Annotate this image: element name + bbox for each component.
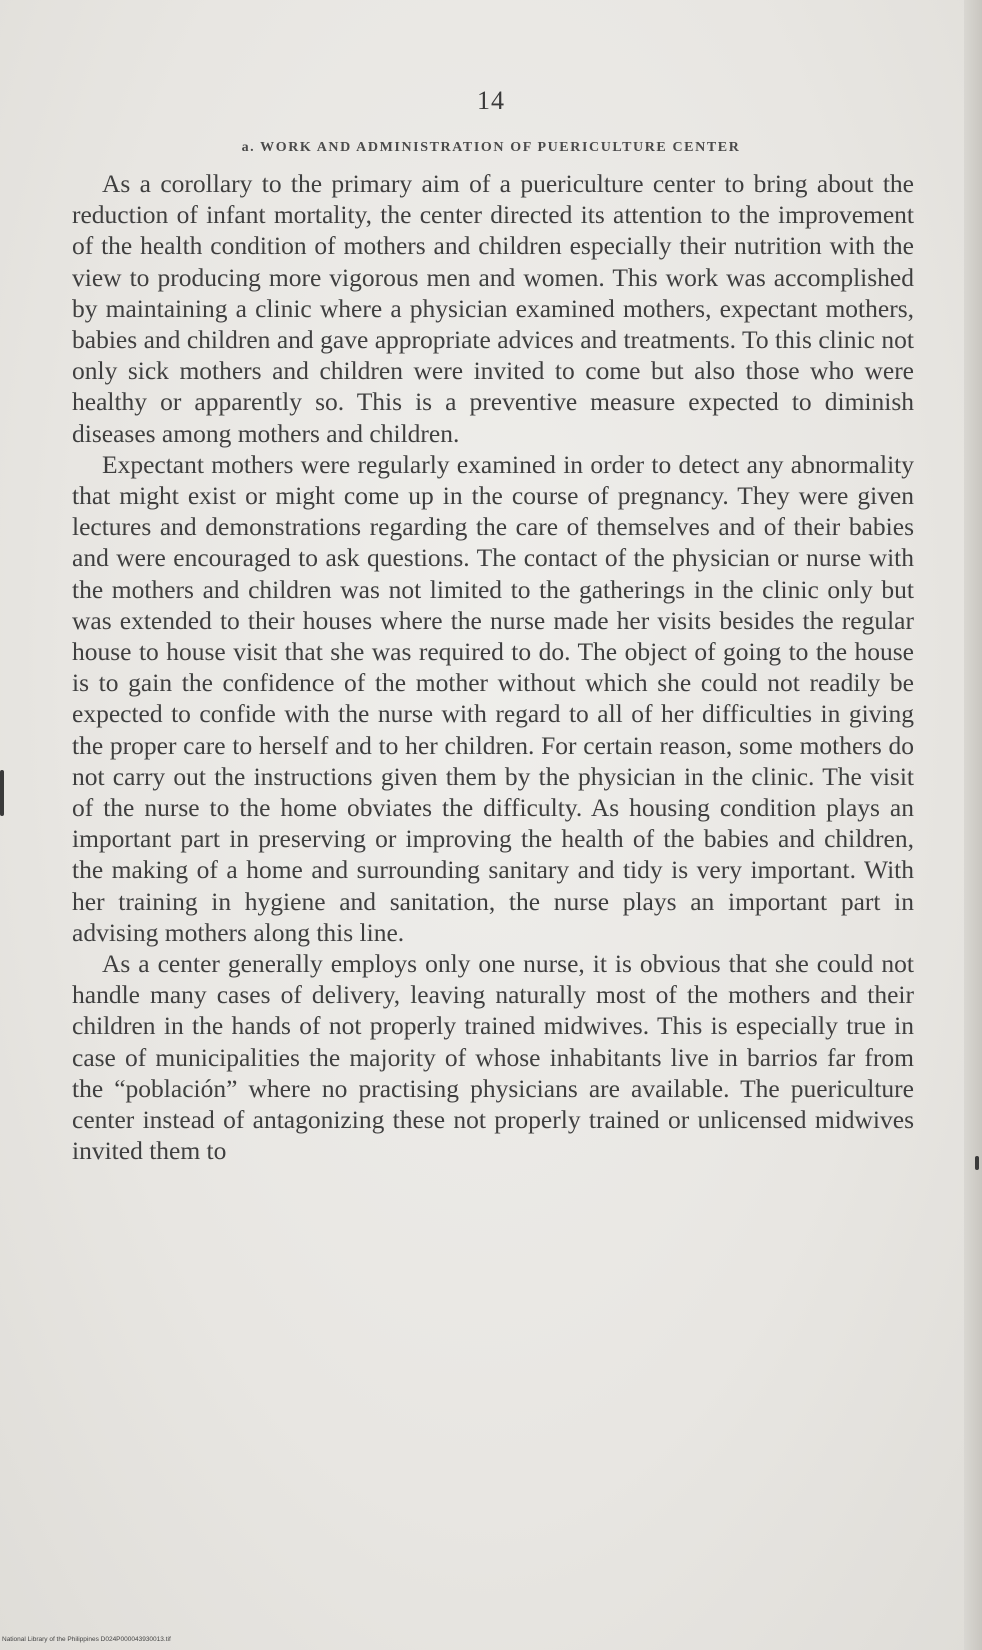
body-text: [72, 168, 914, 1167]
left-edge-mark: [0, 770, 4, 816]
section-heading: a. WORK AND ADMINISTRATION OF PUERICULTURE CENTER: [241, 140, 741, 155]
right-edge-mark: [975, 1156, 979, 1170]
page-number: 14: [477, 86, 505, 115]
page-edge-shadow: [964, 0, 982, 1650]
paragraph: As a corollary to the primary aim of a puericulture center to bring about the reduction of infant mortality, the center directed its attention to the improvement of the health condition of mothers and children especially their nutrition with the view to producing more vigorous men and women. This work was accomplished by maintaining a clinic where a physician examined mothers, expectant mothers, babies and children and gave appropriate advices and treatments. To this clinic not only sick mothers and children were invited to come but also those who were healthy or apparently so. This is a preventive measure expected to diminish diseases among mothers and children.: [72, 169, 914, 448]
paragraph: As a center generally employs only one nurse, it is obvious that she could not handle many cases of delivery, leaving naturally most of the mothers and their children in the hands of not properly trained midwives. This is especially true in case of municipalities the majority of whose inhabitants live in barrios far from the “población” where no practising physicians are available. The puericulture center instead of antagonizing these not properly trained or unlicensed midwives invited them to: [72, 949, 914, 1166]
scan-footer: National Library of the Philippines D024P000043930013.tif: [2, 1636, 171, 1643]
paragraph: Expectant mothers were regularly examined in order to detect any abnormality that might exist or might come up in the course of pregnancy. They were given lectures and demonstrations regarding the care of themselves and of their babies and were encouraged to ask questions. The contact of the physician or nurse with the mothers and children was not limited to the gatherings in the clinic only but was extended to their houses where the nurse made her visits besides the regular house to house visit that she was required to do. The object of going to the house is to gain the confidence of the mother without which she could not readily be expected to confide with the nurse with regard to all of her difficulties in giving the proper care to herself and to her children. For certain reason, some mothers do not carry out the instructions given them by the physician in the clinic. The visit of the nurse to the home obviates the difficulty. As housing condition plays an important part in preserving or improving the health of the babies and children, the making of a home and surrounding sanitary and tidy is very important. With her training in hygiene and sanitation, the nurse plays an important part in advising mothers along this line.: [72, 449, 914, 947]
